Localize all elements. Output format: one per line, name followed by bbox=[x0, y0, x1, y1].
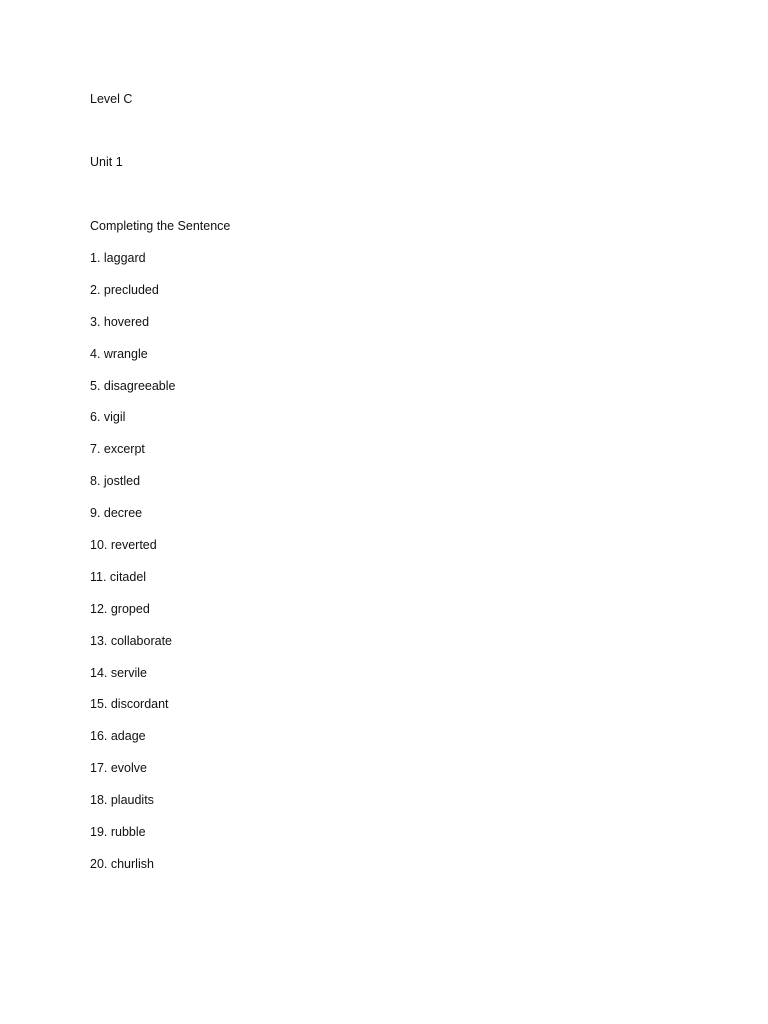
answer-list bbox=[90, 250, 175, 888]
answer-item: 2. precluded bbox=[90, 282, 159, 297]
answer-item: 19. rubble bbox=[90, 825, 146, 840]
answer-item: 13. collaborate bbox=[90, 633, 173, 648]
answer-item: 8. jostled bbox=[90, 474, 141, 489]
answer-item: 15. discordant bbox=[90, 697, 169, 712]
answer-item: 16. adage bbox=[90, 729, 146, 744]
answer-item: 9. decree bbox=[90, 506, 143, 521]
answer-item: 5. disagreeable bbox=[90, 378, 176, 393]
answer-item: 4. wrangle bbox=[90, 346, 148, 361]
section-title: Completing the Sentence bbox=[90, 219, 231, 233]
answer-item: 20. churlish bbox=[90, 856, 154, 871]
answer-item: 7. excerpt bbox=[90, 442, 145, 457]
unit-heading: Unit 1 bbox=[90, 155, 123, 169]
answer-item: 18. plaudits bbox=[90, 793, 154, 808]
level-heading: Level C bbox=[90, 92, 133, 106]
answer-item: 11. citadel bbox=[90, 569, 147, 584]
answer-item: 10. reverted bbox=[90, 538, 157, 553]
answer-item: 6. vigil bbox=[90, 410, 126, 425]
answer-item: 17. evolve bbox=[90, 761, 147, 776]
answer-item: 1. laggard bbox=[90, 251, 146, 265]
answer-item: 3. hovered bbox=[90, 314, 150, 329]
answer-item: 14. servile bbox=[90, 665, 147, 680]
answer-item: 12. groped bbox=[90, 601, 150, 616]
